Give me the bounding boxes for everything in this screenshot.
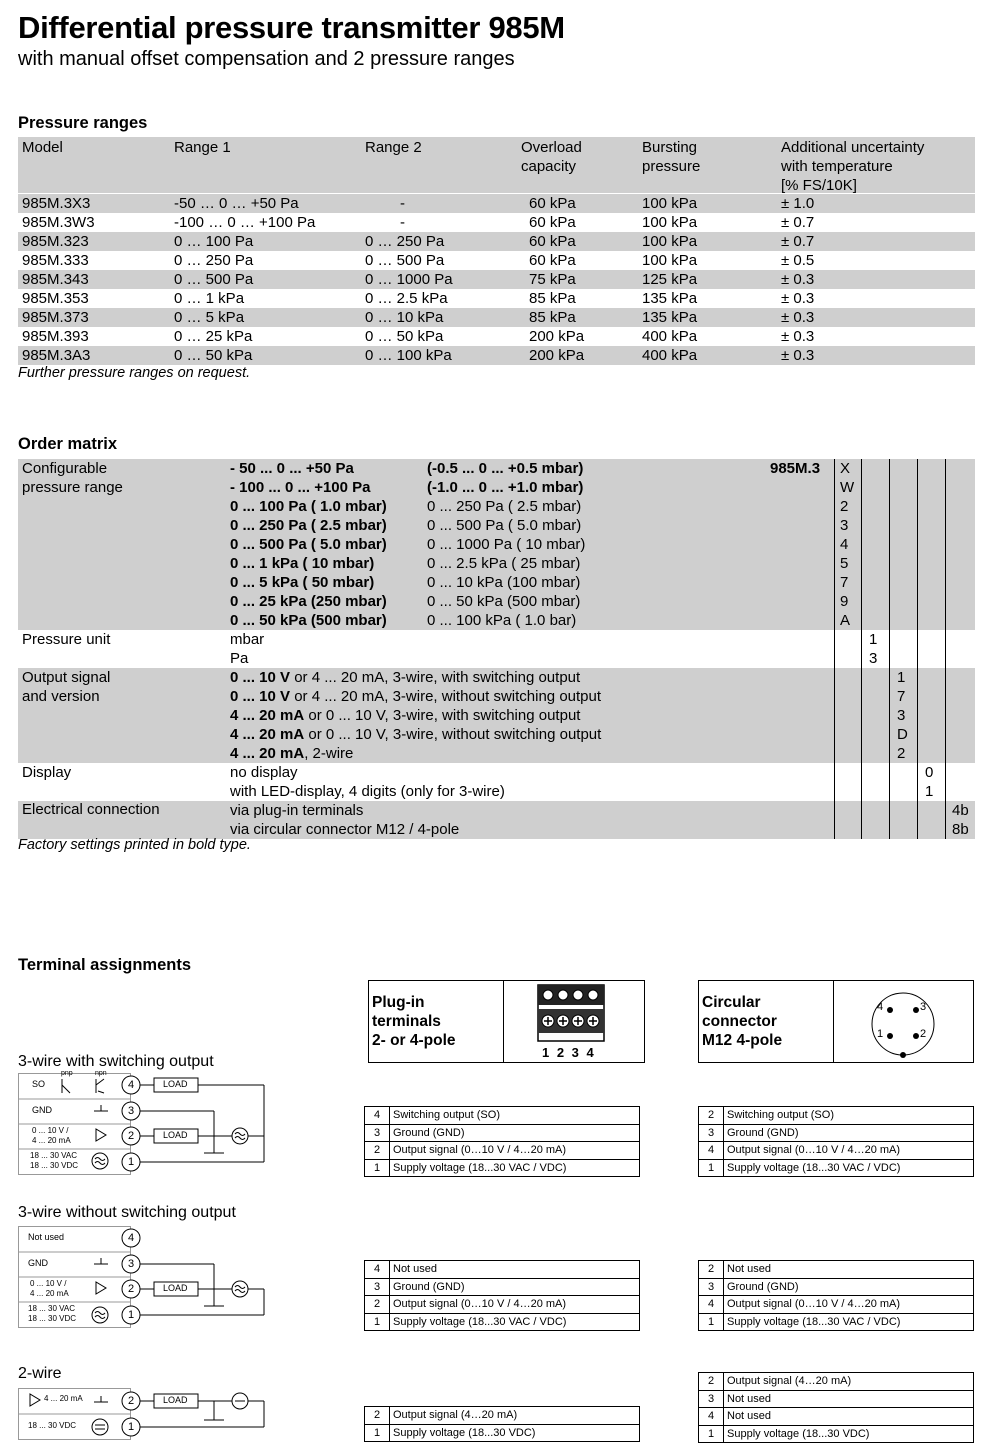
order-code-range: X (840, 460, 851, 477)
pressure-cell-range2: - (400, 195, 405, 212)
pressure-cell-bursting: 135 kPa (642, 290, 698, 307)
diag2-pin-2: 2 (128, 1283, 135, 1295)
pressure-cell-bursting: 100 kPa (642, 233, 698, 250)
col-range2-header: Range 2 (365, 139, 422, 156)
order-code-connection: 4b (952, 802, 969, 819)
pressure-cell-range1: 0 … 500 Pa (174, 271, 254, 288)
order-code-unit: 3 (869, 650, 878, 667)
pressure-ranges-note: Further pressure ranges on request. (18, 365, 251, 381)
table-row (365, 1107, 640, 1125)
diag2-gnd-label: GND (28, 1258, 48, 1268)
plugin-pin-table (364, 1106, 640, 1177)
order-code-unit: 1 (869, 631, 878, 648)
pin-function: Not used (724, 1408, 974, 1426)
pressure-cell-bursting: 100 kPa (642, 214, 698, 231)
order-range-secondary: 0 ... 250 Pa ( 2.5 mbar) (427, 498, 582, 515)
diag2-sup-b: 18 ... 30 VDC (28, 1314, 77, 1323)
circular-label-1: Circular (702, 994, 761, 1011)
pin-function: Supply voltage (18...30 VAC / VDC) (724, 1159, 974, 1177)
order-group-unit (18, 630, 975, 668)
pressure-cell-uncertainty: ± 0.3 (781, 328, 815, 345)
table-row (699, 1313, 974, 1331)
pressure-cell-overload: 60 kPa (529, 252, 576, 269)
pin-number: 1 (699, 1425, 724, 1443)
order-display-label: with LED-display, 4 digits (only for 3-wire) (230, 783, 505, 800)
pressure-cell-range1: 0 … 5 kPa (174, 309, 245, 326)
pin-function: Output signal (4…20 mA) (390, 1407, 640, 1425)
pressure-cell-overload: 60 kPa (529, 214, 576, 231)
order-code-output: D (897, 726, 908, 743)
page-subtitle: with manual offset compensation and 2 pressure ranges (18, 48, 515, 70)
order-output-rest: or 0 ... 10 V, 3-wire, with switching output (304, 707, 581, 724)
order-output-label (230, 687, 601, 706)
diag1-pin-2: 2 (128, 1130, 135, 1142)
order-label-pressure-unit: Pressure unit (22, 631, 111, 648)
diag1-pin-4: 4 (128, 1079, 135, 1091)
pressure-cell-bursting: 125 kPa (642, 271, 698, 288)
diag2-not-used-label: Not used (28, 1232, 65, 1242)
pressure-cell-range1: 0 … 25 kPa (174, 328, 253, 345)
pressure-cell-overload: 75 kPa (529, 271, 576, 288)
pressure-cell-range2: 0 … 1000 Pa (365, 271, 453, 288)
pressure-cell-model: 985M.323 (22, 233, 89, 250)
pin-number: 4 (365, 1261, 390, 1279)
pressure-cell-uncertainty: ± 0.3 (781, 347, 815, 364)
col-uncertainty-header-2: with temperature (781, 158, 893, 175)
pin-number: 3 (699, 1278, 724, 1296)
table-row (365, 1424, 640, 1442)
pin-function: Ground (GND) (390, 1124, 640, 1142)
order-matrix-note: Factory settings printed in bold type. (18, 837, 251, 853)
order-output-rest: or 4 ... 20 mA, 3-wire, without switching output (290, 688, 602, 705)
wiring-diagram-3wire-no-switching (18, 1226, 268, 1331)
pressure-cell-range2: 0 … 500 Pa (365, 252, 445, 269)
terminal-assignments-heading: Terminal assignments (18, 956, 192, 974)
order-connection-label: via plug-in terminals (230, 802, 364, 819)
order-output-bold: 4 ... 20 mA (230, 726, 305, 743)
diag3-sig-label: 4 ... 20 mA (44, 1394, 83, 1403)
pressure-cell-range1: 0 … 100 Pa (174, 233, 254, 250)
table-row (699, 1408, 974, 1426)
col-uncertainty-header-1: Additional uncertainty (781, 139, 925, 156)
order-output-bold: 0 ... 10 V (230, 669, 291, 686)
circular-pin-table (698, 1106, 974, 1177)
pin-number: 1 (699, 1313, 724, 1331)
order-output-label (230, 706, 580, 725)
pin-number: 4 (699, 1408, 724, 1426)
pin-number: 2 (365, 1142, 390, 1160)
diag3-load: LOAD (163, 1395, 188, 1405)
order-range-secondary: 0 ... 100 kPa ( 1.0 bar) (427, 612, 577, 629)
pressure-cell-model: 985M.3A3 (22, 347, 91, 364)
col-overload-header-1: Overload (521, 139, 582, 156)
pressure-cell-range1: 0 … 250 Pa (174, 252, 254, 269)
diag3-sup-label: 18 ... 30 VDC (28, 1421, 77, 1430)
table-row (365, 1407, 640, 1425)
pin-number: 2 (699, 1107, 724, 1125)
order-connection-label: via circular connector M12 / 4-pole (230, 821, 460, 838)
pressure-cell-range2: 0 … 100 kPa (365, 347, 452, 364)
pin-number: 4 (699, 1296, 724, 1314)
table-row-bg (18, 308, 975, 327)
pressure-cell-uncertainty: ± 1.0 (781, 195, 815, 212)
plugin-pin-table (364, 1260, 640, 1331)
m12-pin-3: 3 (920, 1001, 927, 1013)
pin-function: Not used (724, 1390, 974, 1408)
order-output-label (230, 725, 601, 744)
pin-function: Switching output (SO) (390, 1107, 640, 1125)
diag1-load-1: LOAD (163, 1079, 188, 1089)
order-code-connection: 8b (952, 821, 969, 838)
pin-number: 1 (365, 1313, 390, 1331)
order-unit-label: Pa (230, 650, 249, 667)
order-range-primary: - 50 ... 0 ... +50 Pa (230, 460, 354, 477)
pressure-cell-model: 985M.393 (22, 328, 89, 345)
diag1-so-label: SO (32, 1079, 46, 1089)
pressure-cell-overload: 85 kPa (529, 309, 576, 326)
table-row (365, 1278, 640, 1296)
plugin-label-3: 2- or 4-pole (372, 1032, 456, 1049)
pin-number: 3 (699, 1390, 724, 1408)
order-display-label: no display (230, 764, 298, 781)
order-output-rest: or 4 ... 20 mA, 3-wire, with switching output (290, 669, 581, 686)
order-code-range: 7 (840, 574, 849, 591)
pressure-cell-uncertainty: ± 0.3 (781, 271, 815, 288)
pin-function: Output signal (4…20 mA) (724, 1373, 974, 1391)
pin-function: Output signal (0…10 V / 4…20 mA) (724, 1142, 974, 1160)
circular-label-2: connector (702, 1013, 777, 1030)
table-row (699, 1159, 974, 1177)
diag2-sig-a: 0 ... 10 V / (30, 1279, 67, 1288)
order-range-secondary: 0 ... 10 kPa (100 mbar) (427, 574, 581, 591)
page-title: Differential pressure transmitter 985M (18, 10, 565, 45)
diag3-pin-2: 2 (128, 1395, 135, 1407)
pressure-cell-overload: 85 kPa (529, 290, 576, 307)
section-2wire-label: 2-wire (18, 1365, 62, 1382)
pressure-cell-uncertainty: ± 0.3 (781, 309, 815, 326)
pressure-cell-range2: 0 … 10 kPa (365, 309, 444, 326)
col-bursting-header-2: pressure (642, 158, 701, 175)
pin-function: Supply voltage (18...30 VAC / VDC) (390, 1313, 640, 1331)
pressure-cell-model: 985M.353 (22, 290, 89, 307)
diag3-pin-1: 1 (128, 1421, 135, 1433)
order-output-label (230, 744, 353, 763)
order-range-primary: 0 ... 25 kPa (250 mbar) (230, 593, 387, 610)
order-code-output: 3 (897, 707, 906, 724)
order-output-label (230, 668, 580, 687)
pressure-cell-model: 985M.3W3 (22, 214, 95, 231)
order-label-version: and version (22, 688, 100, 705)
plugin-pin-numbers: 1 2 3 4 (542, 1045, 596, 1060)
table-row (365, 1261, 640, 1279)
pressure-cell-range2: 0 … 250 Pa (365, 233, 445, 250)
order-range-primary: 0 ... 1 kPa ( 10 mbar) (230, 555, 375, 572)
order-code-output: 2 (897, 745, 906, 762)
pin-function: Output signal (0…10 V / 4…20 mA) (390, 1142, 640, 1160)
section-3wire-switching-label: 3-wire with switching output (18, 1053, 214, 1070)
pin-function: Not used (390, 1261, 640, 1279)
col-uncertainty-header-3: [% FS/10K] (781, 177, 857, 194)
order-label-output-signal: Output signal (22, 669, 111, 686)
pressure-cell-range2: 0 … 50 kPa (365, 328, 444, 345)
section-3wire-no-switching-label: 3-wire without switching output (18, 1204, 236, 1221)
diag2-sup-a: 18 ... 30 VAC (28, 1304, 75, 1313)
pressure-cell-range1: -50 … 0 … +50 Pa (174, 195, 299, 212)
order-range-secondary: (-0.5 ... 0 ... +0.5 mbar) (427, 460, 584, 477)
pin-function: Not used (724, 1261, 974, 1279)
pressure-cell-model: 985M.343 (22, 271, 89, 288)
order-group-connection (18, 801, 975, 839)
table-row (365, 1159, 640, 1177)
table-row (699, 1278, 974, 1296)
diag1-pnp-label: pnp (61, 1070, 73, 1077)
order-column-divider (834, 459, 835, 839)
pressure-cell-uncertainty: ± 0.7 (781, 233, 815, 250)
pressure-cell-overload: 200 kPa (529, 347, 585, 364)
col-range1-header: Range 1 (174, 139, 231, 156)
wiring-diagram-2wire (18, 1388, 268, 1442)
pressure-ranges-heading: Pressure ranges (18, 114, 148, 132)
pin-function: Ground (GND) (724, 1278, 974, 1296)
order-output-bold: 4 ... 20 mA (230, 707, 305, 724)
pin-number: 3 (699, 1124, 724, 1142)
pin-number: 3 (365, 1278, 390, 1296)
pin-function: Output signal (0…10 V / 4…20 mA) (724, 1296, 974, 1314)
table-row (365, 1296, 640, 1314)
pressure-cell-model: 985M.373 (22, 309, 89, 326)
pressure-cell-range1: -100 … 0 … +100 Pa (174, 214, 316, 231)
order-output-bold: 4 ... 20 mA (230, 745, 305, 762)
col-bursting-header-1: Bursting (642, 139, 698, 156)
pin-number: 4 (365, 1107, 390, 1125)
diag2-sig-b: 4 ... 20 mA (30, 1289, 69, 1298)
table-row (699, 1261, 974, 1279)
order-label-configurable: Configurable (22, 460, 108, 477)
diag2-pin-1: 1 (128, 1309, 135, 1321)
order-code-range: A (840, 612, 851, 629)
diag1-sig-a: 0 ... 10 V / (32, 1126, 69, 1135)
pressure-cell-overload: 60 kPa (529, 233, 576, 250)
pin-number: 1 (365, 1424, 390, 1442)
pin-function: Supply voltage (18...30 VAC / VDC) (390, 1159, 640, 1177)
pressure-cell-range2: - (400, 214, 405, 231)
table-row (699, 1124, 974, 1142)
col-overload-header-2: capacity (521, 158, 577, 175)
pressure-cell-bursting: 400 kPa (642, 328, 698, 345)
table-row (699, 1142, 974, 1160)
pressure-cell-range2: 0 … 2.5 kPa (365, 290, 448, 307)
order-range-primary: 0 ... 5 kPa ( 50 mbar) (230, 574, 375, 591)
diag2-pin-4: 4 (128, 1232, 135, 1244)
table-row (699, 1107, 974, 1125)
diag1-load-2: LOAD (163, 1130, 188, 1140)
table-row (365, 1124, 640, 1142)
order-matrix-heading: Order matrix (18, 435, 118, 453)
pressure-cell-bursting: 100 kPa (642, 195, 698, 212)
order-label-pressure-range: pressure range (22, 479, 123, 496)
col-model-header: Model (22, 139, 63, 156)
wiring-diagram-3wire-switching (18, 1070, 268, 1178)
order-code-display: 1 (925, 783, 934, 800)
pin-number: 2 (365, 1296, 390, 1314)
pin-number: 2 (699, 1373, 724, 1391)
order-code-range: 9 (840, 593, 849, 610)
order-model-code: 985M.3 (770, 460, 821, 477)
table-row-bg (18, 232, 975, 251)
pressure-cell-bursting: 400 kPa (642, 347, 698, 364)
order-range-primary: 0 ... 500 Pa ( 5.0 mbar) (230, 536, 387, 553)
pressure-cell-uncertainty: ± 0.3 (781, 290, 815, 307)
table-row (699, 1425, 974, 1443)
table-row (699, 1373, 974, 1391)
pressure-cell-uncertainty: ± 0.7 (781, 214, 815, 231)
pressure-cell-model: 985M.333 (22, 252, 89, 269)
plugin-label-1: Plug-in (372, 994, 425, 1011)
diag2-pin-3: 3 (128, 1258, 135, 1270)
pressure-cell-range1: 0 … 1 kPa (174, 290, 245, 307)
diag1-sig-b: 4 ... 20 mA (32, 1136, 71, 1145)
pressure-cell-overload: 200 kPa (529, 328, 585, 345)
pressure-cell-model: 985M.3X3 (22, 195, 91, 212)
diag1-npn-label: npn (95, 1070, 107, 1077)
order-range-primary: - 100 ... 0 ... +100 Pa (230, 479, 371, 496)
pin-number: 1 (365, 1159, 390, 1177)
order-code-range: 4 (840, 536, 849, 553)
order-range-primary: 0 ... 50 kPa (500 mbar) (230, 612, 387, 629)
pressure-cell-bursting: 100 kPa (642, 252, 698, 269)
plugin-terminals-box (368, 980, 645, 1063)
pin-function: Supply voltage (18...30 VDC) (724, 1425, 974, 1443)
pin-function: Ground (GND) (390, 1278, 640, 1296)
m12-connector-icon (867, 989, 939, 1059)
m12-pin-2: 2 (920, 1028, 927, 1040)
table-row-bg (18, 270, 975, 289)
order-unit-label: mbar (230, 631, 265, 648)
order-range-primary: 0 ... 100 Pa ( 1.0 mbar) (230, 498, 387, 515)
order-code-display: 0 (925, 764, 934, 781)
order-range-secondary: 0 ... 1000 Pa ( 10 mbar) (427, 536, 586, 553)
m12-pin-1: 1 (877, 1028, 884, 1040)
pin-number: 4 (699, 1142, 724, 1160)
pressure-cell-uncertainty: ± 0.5 (781, 252, 815, 269)
order-code-range: W (840, 479, 855, 496)
table-row (365, 1313, 640, 1331)
pin-number: 1 (699, 1159, 724, 1177)
order-code-output: 1 (897, 669, 906, 686)
order-column-divider (917, 459, 918, 839)
order-range-secondary: 0 ... 50 kPa (500 mbar) (427, 593, 581, 610)
diag1-pin-3: 3 (128, 1105, 135, 1117)
terminal-block-icon (536, 983, 606, 1045)
circular-label-3: M12 4-pole (702, 1032, 783, 1049)
pin-function: Supply voltage (18...30 VAC / VDC) (724, 1313, 974, 1331)
plugin-pin-table (364, 1406, 640, 1442)
diag1-sup-a: 18 ... 30 VAC (30, 1151, 77, 1160)
order-output-rest: or 0 ... 10 V, 3-wire, without switching output (304, 726, 602, 743)
pin-function: Supply voltage (18...30 VDC) (390, 1424, 640, 1442)
order-column-divider (861, 459, 862, 839)
order-range-secondary: 0 ... 2.5 kPa ( 25 mbar) (427, 555, 581, 572)
order-range-secondary: (-1.0 ... 0 ... +1.0 mbar) (427, 479, 584, 496)
table-row-bg (18, 194, 975, 213)
order-label-display: Display (22, 764, 72, 781)
pressure-cell-range1: 0 … 50 kPa (174, 347, 253, 364)
diag1-pin-1: 1 (128, 1156, 135, 1168)
pin-function: Ground (GND) (724, 1124, 974, 1142)
order-range-primary: 0 ... 250 Pa ( 2.5 mbar) (230, 517, 387, 534)
circular-pin-table (698, 1260, 974, 1331)
order-code-range: 2 (840, 498, 849, 515)
pin-number: 2 (699, 1261, 724, 1279)
order-code-output: 7 (897, 688, 906, 705)
m12-pin-4: 4 (877, 1001, 884, 1013)
diag2-load: LOAD (163, 1283, 188, 1293)
pin-function: Output signal (0…10 V / 4…20 mA) (390, 1296, 640, 1314)
table-row-bg (18, 346, 975, 365)
pin-number: 3 (365, 1124, 390, 1142)
order-output-bold: 0 ... 10 V (230, 688, 291, 705)
pressure-cell-overload: 60 kPa (529, 195, 576, 212)
table-row (365, 1142, 640, 1160)
order-range-secondary: 0 ... 500 Pa ( 5.0 mbar) (427, 517, 582, 534)
circular-pin-table (698, 1372, 974, 1443)
circular-connector-box (698, 980, 974, 1063)
order-code-range: 3 (840, 517, 849, 534)
pin-number: 2 (365, 1407, 390, 1425)
order-column-divider (889, 459, 890, 839)
pin-function: Switching output (SO) (724, 1107, 974, 1125)
table-row (699, 1296, 974, 1314)
diag1-sup-b: 18 ... 30 VDC (30, 1161, 79, 1170)
order-code-range: 5 (840, 555, 849, 572)
order-label-connection: Electrical connection (22, 801, 160, 818)
diag1-gnd-label: GND (32, 1105, 52, 1115)
plugin-label-2: terminals (372, 1013, 441, 1030)
order-column-divider (945, 459, 946, 839)
pressure-cell-bursting: 135 kPa (642, 309, 698, 326)
order-output-rest: , 2-wire (304, 745, 354, 762)
table-row (699, 1390, 974, 1408)
